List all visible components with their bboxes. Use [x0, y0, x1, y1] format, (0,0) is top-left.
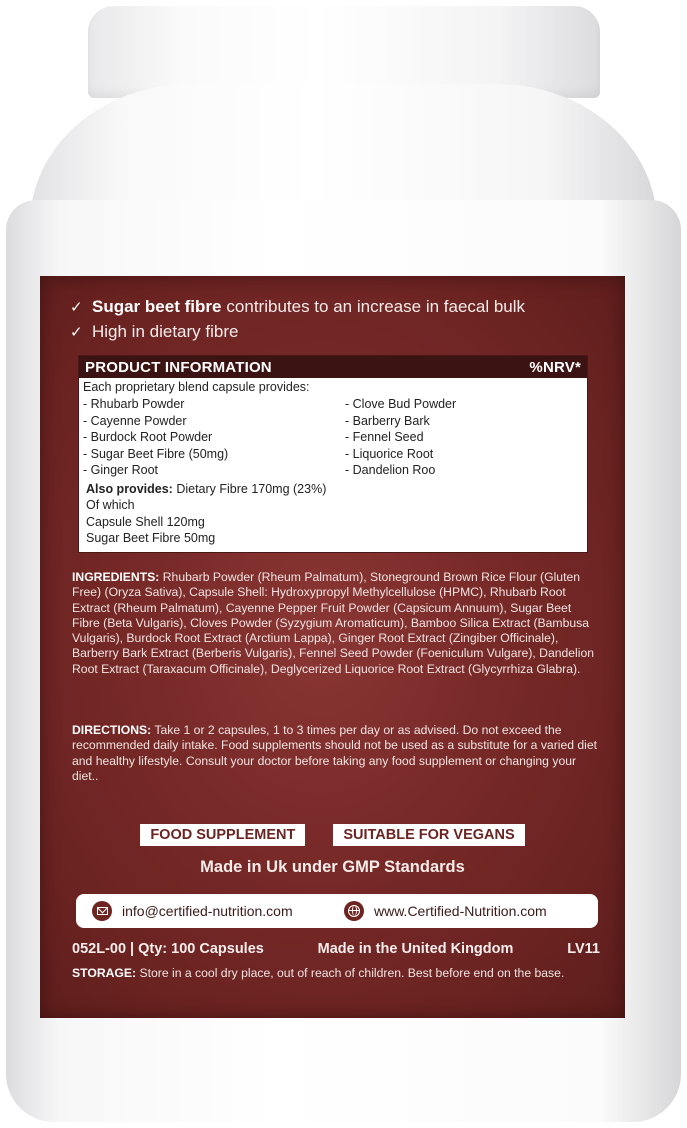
- blend-item: - Burdock Root Powder: [83, 430, 213, 444]
- storage-body: Store in a cool dry place, out of reach of children. Best before end on the base.: [139, 966, 565, 980]
- blend-item: - Liquorice Root: [345, 446, 434, 461]
- lot-line: [72, 941, 600, 957]
- health-claims: [70, 294, 610, 344]
- product-information-title: PRODUCT INFORMATION: [85, 358, 272, 376]
- blend-column-right: [345, 396, 456, 479]
- batch-code: LV11: [567, 941, 600, 957]
- blend-item: - Barberry Bark: [345, 413, 430, 428]
- contact-bar: [76, 894, 598, 928]
- storage-label: STORAGE:: [72, 966, 137, 980]
- of-which: Of which: [86, 498, 135, 512]
- directions-text: [72, 723, 600, 784]
- blend-columns: [79, 395, 587, 479]
- website-text: www.Certified-Nutrition.com: [374, 903, 547, 919]
- email-text: info@certified-nutrition.com: [122, 903, 293, 919]
- also-provides-label: Also provides:: [86, 481, 173, 496]
- claim-bold: Sugar beet fibre: [92, 296, 222, 316]
- blend-column-left: [83, 396, 345, 479]
- check-icon: ✓: [70, 323, 83, 341]
- directions-label: DIRECTIONS:: [72, 723, 152, 737]
- storage-text: [72, 966, 600, 981]
- claim-item: [70, 319, 610, 344]
- contact-email: [92, 901, 344, 921]
- made-in-uk: Made in the United Kingdom: [317, 941, 514, 957]
- ingredients-body: Rhubarb Powder (Rheum Palmatum), Stoneground Brown Rice Flour (Gluten Free) (Oryza Sativa), Capsule Shell: Hydroxypropyl Methylcellulose (HPMC), Rhubarb Root Extract (Rheum Palmatum), Cayenne Pepper Fruit Powder (Capsicum Annuum), Sugar Beet Fibre (Beta Vulgaris), Cloves Powder (Syzygium Aromaticum), Bamboo Silica Extract (Bambusa Vulgaris), Burdock Root Extract (Arctium Lappa), Ginger Root Extract (Zingiber Officinale), Barberry Bark Extract (Berberis Vulgaris), Fennel Seed Powder (Foeniculum Vulgare), Dandelion Root Extract (Taraxacum Officinale), Deglycerized Liquorice Root Extract (Glycyrrhiza Glabra).: [72, 570, 595, 676]
- product-information-header: [79, 356, 587, 378]
- product-label: [40, 276, 625, 1018]
- ingredients-label: INGREDIENTS:: [72, 570, 160, 584]
- ingredients-text: [72, 570, 600, 677]
- also-provides: [79, 479, 587, 547]
- nrv-label: %NRV*: [529, 358, 581, 376]
- globe-icon: [344, 901, 364, 921]
- dietary-fibre-value: Dietary Fibre 170mg (23%): [176, 481, 327, 496]
- blend-item: - Fennel Seed: [345, 430, 424, 444]
- directions-body: Take 1 or 2 capsules, 1 to 3 times per day or as advised. Do not exceed the recommended daily intake. Food supplements should not be used as a substitute for a varied diet and healthy lifestyle. Consult your doctor before taking any food supplement or changing your diet..: [72, 723, 598, 783]
- vegan-badge: SUITABLE FOR VEGANS: [333, 824, 524, 846]
- lot-code-qty: 052L-00 | Qty: 100 Capsules: [72, 941, 264, 957]
- capsule-shell: Capsule Shell 120mg: [86, 514, 205, 529]
- blend-item: - Dandelion Roo: [345, 463, 436, 477]
- gmp-statement: Made in Uk under GMP Standards: [200, 858, 465, 876]
- contact-website: [344, 901, 547, 921]
- food-supplement-badge: FOOD SUPPLEMENT: [140, 824, 305, 846]
- blend-intro: Each proprietary blend capsule provides:: [83, 380, 310, 394]
- claim-text: contributes to an increase in faecal bulk: [226, 296, 526, 316]
- claim-item: [70, 294, 610, 319]
- sugar-beet-fibre: Sugar Beet Fibre 50mg: [86, 531, 216, 545]
- blend-item: - Clove Bud Powder: [345, 397, 457, 411]
- blend-item: - Cayenne Powder: [83, 413, 187, 428]
- blend-item: - Ginger Root: [83, 463, 159, 477]
- blend-item: - Sugar Beet Fibre (50mg): [83, 446, 229, 461]
- badges-row: [40, 824, 625, 846]
- product-information-panel: [78, 355, 588, 553]
- blend-item: - Rhubarb Powder: [83, 397, 185, 411]
- check-icon: ✓: [70, 298, 83, 316]
- email-icon: [92, 901, 112, 921]
- claim-text: High in dietary fibre: [92, 321, 239, 341]
